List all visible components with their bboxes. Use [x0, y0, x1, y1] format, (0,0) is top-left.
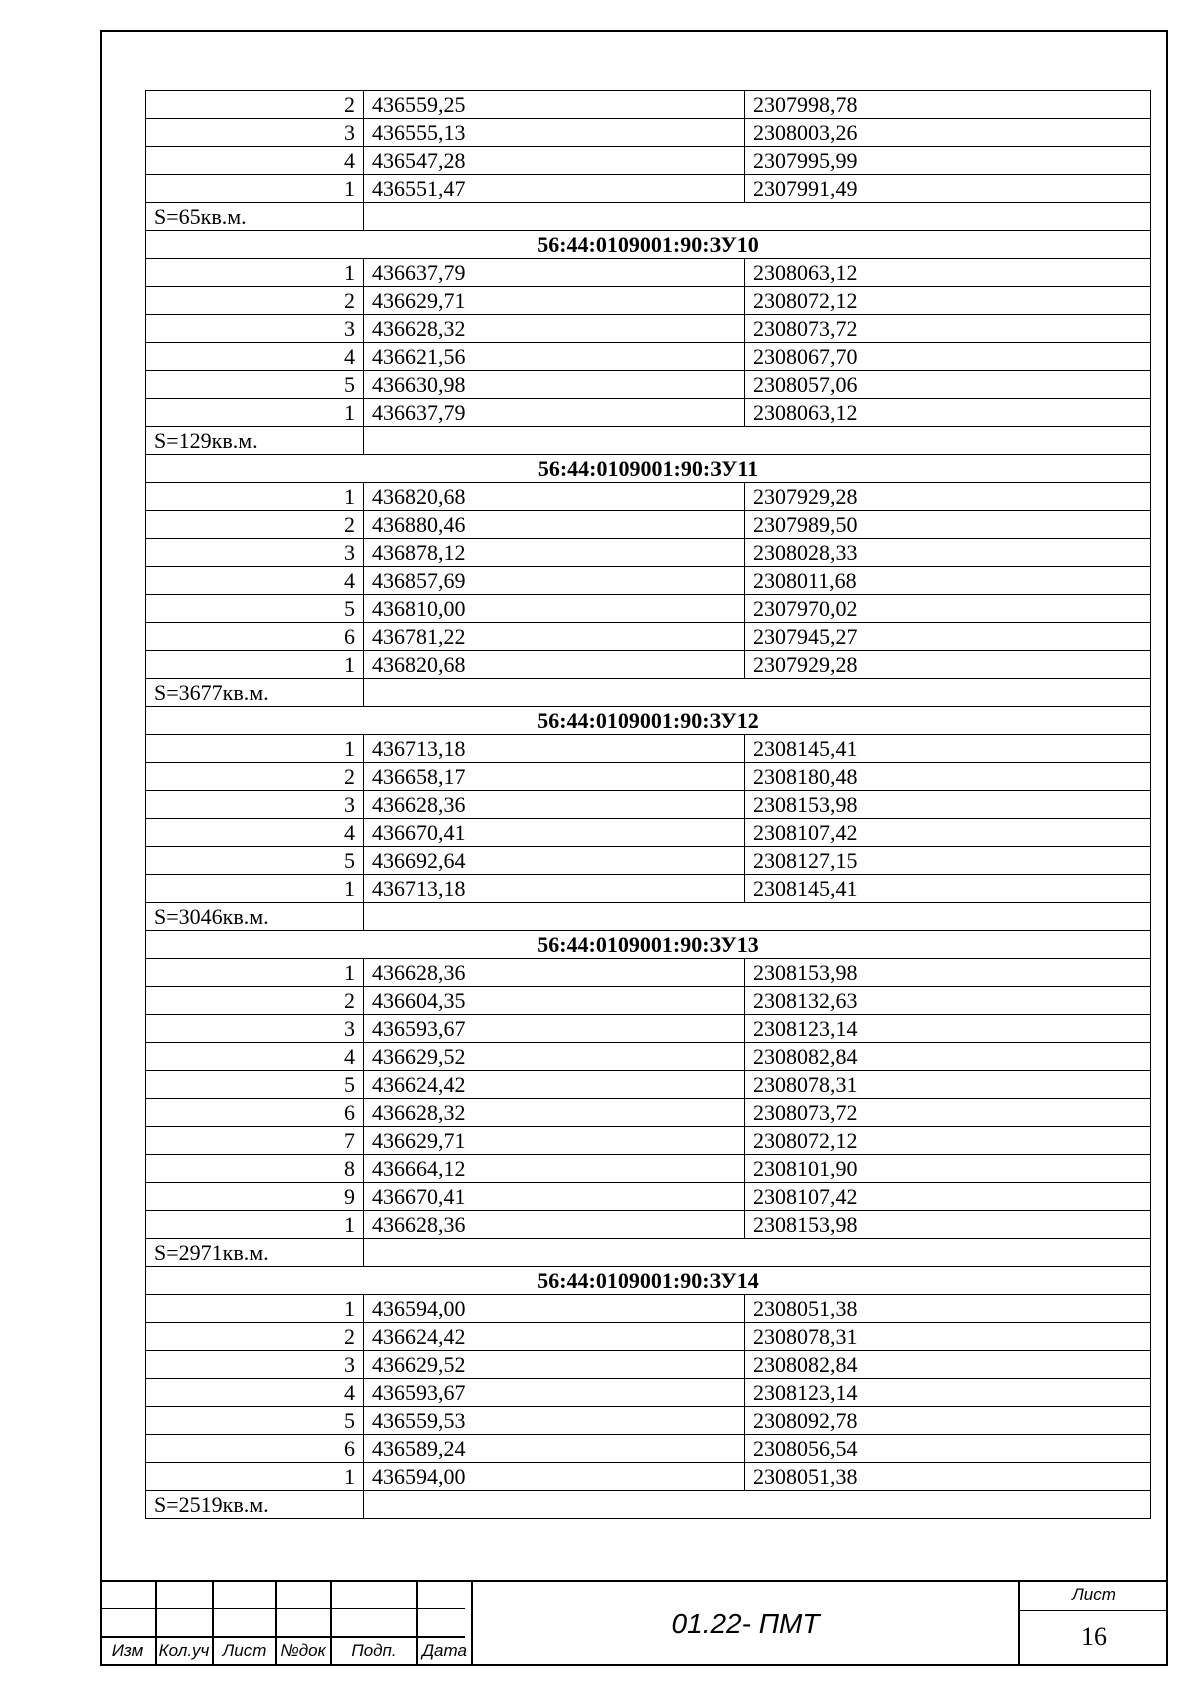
- x-coordinate: 436630,98: [364, 371, 745, 399]
- x-coordinate: 436713,18: [364, 875, 745, 903]
- point-number: 2: [146, 511, 364, 539]
- y-coordinate: 2308092,78: [745, 1407, 1151, 1435]
- point-number: 2: [146, 91, 364, 119]
- x-coordinate: 436628,32: [364, 315, 745, 343]
- x-coordinate: 436624,42: [364, 1323, 745, 1351]
- coordinate-row: [146, 1211, 1151, 1239]
- y-coordinate: 2308082,84: [745, 1351, 1151, 1379]
- coordinate-row: [146, 91, 1151, 119]
- y-coordinate: 2308028,33: [745, 539, 1151, 567]
- y-coordinate: 2307995,99: [745, 147, 1151, 175]
- y-coordinate: 2308153,98: [745, 791, 1151, 819]
- y-coordinate: 2308063,12: [745, 399, 1151, 427]
- coordinate-row: [146, 259, 1151, 287]
- y-coordinate: 2307929,28: [745, 483, 1151, 511]
- x-coordinate: 436594,00: [364, 1463, 745, 1491]
- x-coordinate: 436624,42: [364, 1071, 745, 1099]
- point-number: 3: [146, 315, 364, 343]
- coordinate-row: [146, 875, 1151, 903]
- point-number: 6: [146, 1435, 364, 1463]
- x-coordinate: 436820,68: [364, 483, 745, 511]
- y-coordinate: 2308153,98: [745, 1211, 1151, 1239]
- point-number: 1: [146, 399, 364, 427]
- point-number: 7: [146, 1127, 364, 1155]
- coordinate-row: [146, 315, 1151, 343]
- coordinate-row: [146, 483, 1151, 511]
- parcel-header-row: [146, 1267, 1151, 1295]
- point-number: 4: [146, 1043, 364, 1071]
- x-coordinate: 436670,41: [364, 819, 745, 847]
- x-coordinate: 436670,41: [364, 1183, 745, 1211]
- area-empty-cell: [364, 1491, 1151, 1519]
- point-number: 2: [146, 763, 364, 791]
- area-value: S=3046кв.м.: [146, 903, 364, 931]
- x-coordinate: 436820,68: [364, 651, 745, 679]
- coordinates-table-body: [146, 91, 1151, 1519]
- point-number: 3: [146, 119, 364, 147]
- coordinate-row: [146, 1071, 1151, 1099]
- y-coordinate: 2308057,06: [745, 371, 1151, 399]
- y-coordinate: 2308153,98: [745, 959, 1151, 987]
- point-number: 1: [146, 651, 364, 679]
- x-coordinate: 436551,47: [364, 175, 745, 203]
- point-number: 5: [146, 1407, 364, 1435]
- point-number: 6: [146, 623, 364, 651]
- x-coordinate: 436658,17: [364, 763, 745, 791]
- area-empty-cell: [364, 427, 1151, 455]
- area-value: S=2971кв.м.: [146, 1239, 364, 1267]
- point-number: 2: [146, 1323, 364, 1351]
- area-row: [146, 427, 1151, 455]
- coordinate-row: [146, 147, 1151, 175]
- x-coordinate: 436629,71: [364, 1127, 745, 1155]
- x-coordinate: 436880,46: [364, 511, 745, 539]
- x-coordinate: 436628,32: [364, 1099, 745, 1127]
- x-coordinate: 436604,35: [364, 987, 745, 1015]
- coordinate-row: [146, 595, 1151, 623]
- x-coordinate: 436547,28: [364, 147, 745, 175]
- x-coordinate: 436621,56: [364, 343, 745, 371]
- coordinate-row: [146, 623, 1151, 651]
- coordinate-row: [146, 343, 1151, 371]
- x-coordinate: 436629,52: [364, 1043, 745, 1071]
- parcel-cadastral-number: 56:44:0109001:90:ЗУ10: [146, 231, 1151, 259]
- area-empty-cell: [364, 903, 1151, 931]
- coordinate-row: [146, 763, 1151, 791]
- point-number: 5: [146, 371, 364, 399]
- title-block: [100, 1580, 1168, 1666]
- area-row: [146, 203, 1151, 231]
- point-number: 1: [146, 259, 364, 287]
- point-number: 4: [146, 343, 364, 371]
- coordinate-row: [146, 651, 1151, 679]
- parcel-header-row: [146, 455, 1151, 483]
- y-coordinate: 2308082,84: [745, 1043, 1151, 1071]
- x-coordinate: 436559,53: [364, 1407, 745, 1435]
- point-number: 2: [146, 987, 364, 1015]
- coordinate-row: [146, 1099, 1151, 1127]
- area-value: S=2519кв.м.: [146, 1491, 364, 1519]
- x-coordinate: 436628,36: [364, 791, 745, 819]
- x-coordinate: 436594,00: [364, 1295, 745, 1323]
- parcel-header-row: [146, 231, 1151, 259]
- x-coordinate: 436589,24: [364, 1435, 745, 1463]
- point-number: 2: [146, 287, 364, 315]
- point-number: 1: [146, 483, 364, 511]
- coordinate-row: [146, 1043, 1151, 1071]
- parcel-cadastral-number: 56:44:0109001:90:ЗУ11: [146, 455, 1151, 483]
- point-number: 8: [146, 1155, 364, 1183]
- point-number: 5: [146, 847, 364, 875]
- point-number: 1: [146, 875, 364, 903]
- y-coordinate: 2308072,12: [745, 1127, 1151, 1155]
- area-row: [146, 1491, 1151, 1519]
- coordinate-row: [146, 987, 1151, 1015]
- point-number: 4: [146, 147, 364, 175]
- y-coordinate: 2307929,28: [745, 651, 1151, 679]
- coordinates-table: [145, 90, 1151, 1519]
- y-coordinate: 2307945,27: [745, 623, 1151, 651]
- point-number: 3: [146, 791, 364, 819]
- coordinate-row: [146, 1183, 1151, 1211]
- x-coordinate: 436810,00: [364, 595, 745, 623]
- y-coordinate: 2308123,14: [745, 1015, 1151, 1043]
- coordinate-row: [146, 175, 1151, 203]
- y-coordinate: 2308180,48: [745, 763, 1151, 791]
- coordinate-row: [146, 1127, 1151, 1155]
- point-number: 5: [146, 1071, 364, 1099]
- stamp-label-ndok: №док: [280, 1641, 326, 1660]
- area-value: S=65кв.м.: [146, 203, 364, 231]
- area-value: S=3677кв.м.: [146, 679, 364, 707]
- x-coordinate: 436664,12: [364, 1155, 745, 1183]
- point-number: 1: [146, 1211, 364, 1239]
- y-coordinate: 2308132,63: [745, 987, 1151, 1015]
- x-coordinate: 436593,67: [364, 1379, 745, 1407]
- parcel-cadastral-number: 56:44:0109001:90:ЗУ12: [146, 707, 1151, 735]
- coordinate-row: [146, 1379, 1151, 1407]
- coordinate-row: [146, 287, 1151, 315]
- coordinate-row: [146, 735, 1151, 763]
- area-row: [146, 679, 1151, 707]
- point-number: 4: [146, 1379, 364, 1407]
- y-coordinate: 2307991,49: [745, 175, 1151, 203]
- area-empty-cell: [364, 679, 1151, 707]
- y-coordinate: 2308078,31: [745, 1071, 1151, 1099]
- parcel-header-row: [146, 707, 1151, 735]
- sheet-label: Лист: [1072, 1585, 1116, 1604]
- point-number: 3: [146, 539, 364, 567]
- y-coordinate: 2307998,78: [745, 91, 1151, 119]
- area-row: [146, 903, 1151, 931]
- x-coordinate: 436628,36: [364, 959, 745, 987]
- y-coordinate: 2308003,26: [745, 119, 1151, 147]
- y-coordinate: 2308107,42: [745, 819, 1151, 847]
- coordinate-row: [146, 1463, 1151, 1491]
- y-coordinate: 2308078,31: [745, 1323, 1151, 1351]
- point-number: 3: [146, 1015, 364, 1043]
- parcel-header-row: [146, 931, 1151, 959]
- x-coordinate: 436781,22: [364, 623, 745, 651]
- coordinate-row: [146, 959, 1151, 987]
- coordinate-row: [146, 371, 1151, 399]
- stamp-label-list: Лист: [222, 1641, 267, 1660]
- point-number: 9: [146, 1183, 364, 1211]
- coordinate-row: [146, 399, 1151, 427]
- stamp-label-kol-uch: Кол.уч: [158, 1641, 210, 1660]
- point-number: 1: [146, 735, 364, 763]
- x-coordinate: 436692,64: [364, 847, 745, 875]
- x-coordinate: 436857,69: [364, 567, 745, 595]
- x-coordinate: 436629,71: [364, 287, 745, 315]
- y-coordinate: 2308072,12: [745, 287, 1151, 315]
- coordinate-row: [146, 791, 1151, 819]
- x-coordinate: 436559,25: [364, 91, 745, 119]
- stamp-label-podp: Подп.: [351, 1641, 397, 1660]
- point-number: 1: [146, 1463, 364, 1491]
- y-coordinate: 2308145,41: [745, 875, 1151, 903]
- title-block-sheet-line: [1018, 1610, 1168, 1611]
- point-number: 3: [146, 1351, 364, 1379]
- point-number: 1: [146, 175, 364, 203]
- coordinate-row: [146, 567, 1151, 595]
- y-coordinate: 2308067,70: [745, 343, 1151, 371]
- point-number: 5: [146, 595, 364, 623]
- y-coordinate: 2308123,14: [745, 1379, 1151, 1407]
- coordinate-row: [146, 1015, 1151, 1043]
- y-coordinate: 2308145,41: [745, 735, 1151, 763]
- x-coordinate: 436628,36: [364, 1211, 745, 1239]
- area-value: S=129кв.м.: [146, 427, 364, 455]
- x-coordinate: 436637,79: [364, 399, 745, 427]
- point-number: 1: [146, 1295, 364, 1323]
- y-coordinate: 2308107,42: [745, 1183, 1151, 1211]
- y-coordinate: 2308073,72: [745, 1099, 1151, 1127]
- parcel-cadastral-number: 56:44:0109001:90:ЗУ13: [146, 931, 1151, 959]
- y-coordinate: 2308051,38: [745, 1463, 1151, 1491]
- point-number: 6: [146, 1099, 364, 1127]
- coordinate-row: [146, 1155, 1151, 1183]
- y-coordinate: 2308073,72: [745, 315, 1151, 343]
- x-coordinate: 436713,18: [364, 735, 745, 763]
- point-number: 1: [146, 959, 364, 987]
- title-block-top-border: [100, 1580, 1168, 1582]
- coordinate-row: [146, 511, 1151, 539]
- point-number: 4: [146, 819, 364, 847]
- y-coordinate: 2307970,02: [745, 595, 1151, 623]
- y-coordinate: 2308063,12: [745, 259, 1151, 287]
- coordinate-row: [146, 1295, 1151, 1323]
- y-coordinate: 2308101,90: [745, 1155, 1151, 1183]
- y-coordinate: 2307989,50: [745, 511, 1151, 539]
- x-coordinate: 436878,12: [364, 539, 745, 567]
- point-number: 4: [146, 567, 364, 595]
- y-coordinate: 2308011,68: [745, 567, 1151, 595]
- area-empty-cell: [364, 203, 1151, 231]
- stamp-label-izm: Изм: [111, 1641, 144, 1660]
- coordinate-row: [146, 1323, 1151, 1351]
- area-row: [146, 1239, 1151, 1267]
- coordinate-row: [146, 1351, 1151, 1379]
- document-code: 01.22- ПМТ: [671, 1608, 820, 1639]
- x-coordinate: 436637,79: [364, 259, 745, 287]
- x-coordinate: 436629,52: [364, 1351, 745, 1379]
- coordinate-row: [146, 819, 1151, 847]
- area-empty-cell: [364, 1239, 1151, 1267]
- coordinate-row: [146, 539, 1151, 567]
- coordinate-row: [146, 1407, 1151, 1435]
- x-coordinate: 436593,67: [364, 1015, 745, 1043]
- coordinate-row: [146, 847, 1151, 875]
- stamp-label-data: Дата: [422, 1641, 467, 1660]
- coordinate-row: [146, 119, 1151, 147]
- y-coordinate: 2308127,15: [745, 847, 1151, 875]
- y-coordinate: 2308051,38: [745, 1295, 1151, 1323]
- x-coordinate: 436555,13: [364, 119, 745, 147]
- parcel-cadastral-number: 56:44:0109001:90:ЗУ14: [146, 1267, 1151, 1295]
- y-coordinate: 2308056,54: [745, 1435, 1151, 1463]
- coordinate-row: [146, 1435, 1151, 1463]
- sheet-number: 16: [1081, 1622, 1107, 1651]
